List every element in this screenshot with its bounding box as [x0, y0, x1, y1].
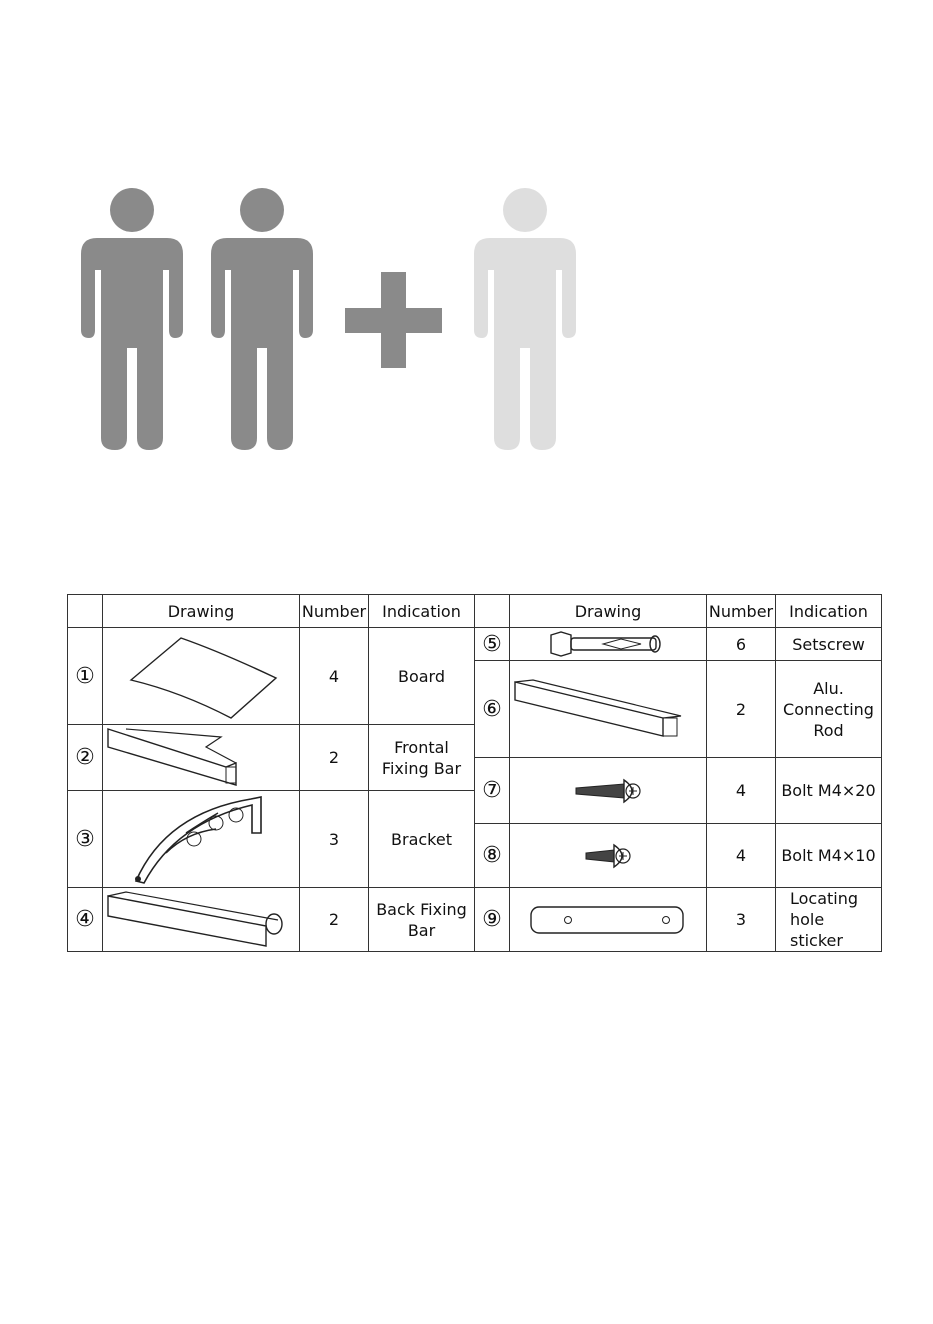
- person-icon-1: [81, 188, 183, 450]
- part-indication: Setscrew: [776, 628, 882, 661]
- part-number: 6: [707, 628, 776, 661]
- board-drawing-icon: [103, 628, 300, 725]
- part-indication: Frontal Fixing Bar: [369, 725, 475, 791]
- bracket-drawing-icon: [103, 791, 300, 888]
- locating-hole-sticker-drawing-icon: [510, 888, 707, 952]
- frontal-fixing-bar-drawing-icon: [103, 725, 300, 791]
- bolt-m4x10-drawing-icon: [510, 824, 707, 888]
- part-index: ③: [68, 791, 103, 888]
- part-number: 2: [707, 661, 776, 758]
- table-header-row: [68, 595, 882, 628]
- part-number: 2: [300, 888, 369, 952]
- back-fixing-bar-drawing-icon: [103, 888, 300, 952]
- assembly-people-illustration: [0, 0, 933, 520]
- part-index: ④: [68, 888, 103, 952]
- part-number: 3: [300, 791, 369, 888]
- part-index: ⑧: [475, 824, 510, 888]
- part-index: ⑨: [475, 888, 510, 952]
- part-indication: Bracket: [369, 791, 475, 888]
- setscrew-drawing-icon: [510, 628, 707, 661]
- parts-list-table: [67, 594, 882, 952]
- part-index: ②: [68, 725, 103, 791]
- header-blank: [475, 595, 510, 628]
- header-number: Number: [707, 595, 776, 628]
- part-index: ①: [68, 628, 103, 725]
- part-indication: Board: [369, 628, 475, 725]
- part-number: 3: [707, 888, 776, 952]
- part-indication: Locating hole sticker: [776, 888, 882, 952]
- part-number: 2: [300, 725, 369, 791]
- part-indication: Back Fixing Bar: [369, 888, 475, 952]
- part-number: 4: [707, 758, 776, 824]
- header-drawing: Drawing: [510, 595, 707, 628]
- part-indication: Alu. Connecting Rod: [776, 661, 882, 758]
- plus-icon: [345, 272, 442, 368]
- header-indication: Indication: [776, 595, 882, 628]
- header-drawing: Drawing: [103, 595, 300, 628]
- header-number: Number: [300, 595, 369, 628]
- part-indication: Bolt M4×20: [776, 758, 882, 824]
- part-index: ⑦: [475, 758, 510, 824]
- part-number: 4: [707, 824, 776, 888]
- header-indication: Indication: [369, 595, 475, 628]
- person-icon-optional: [474, 188, 576, 450]
- table-row: [68, 628, 882, 661]
- part-indication: Bolt M4×10: [776, 824, 882, 888]
- bolt-m4x20-drawing-icon: [510, 758, 707, 824]
- connecting-rod-drawing-icon: [510, 661, 707, 758]
- part-number: 4: [300, 628, 369, 725]
- person-icon-2: [211, 188, 313, 450]
- part-index: ⑤: [475, 628, 510, 661]
- table-row: [68, 888, 882, 952]
- part-index: ⑥: [475, 661, 510, 758]
- header-blank: [68, 595, 103, 628]
